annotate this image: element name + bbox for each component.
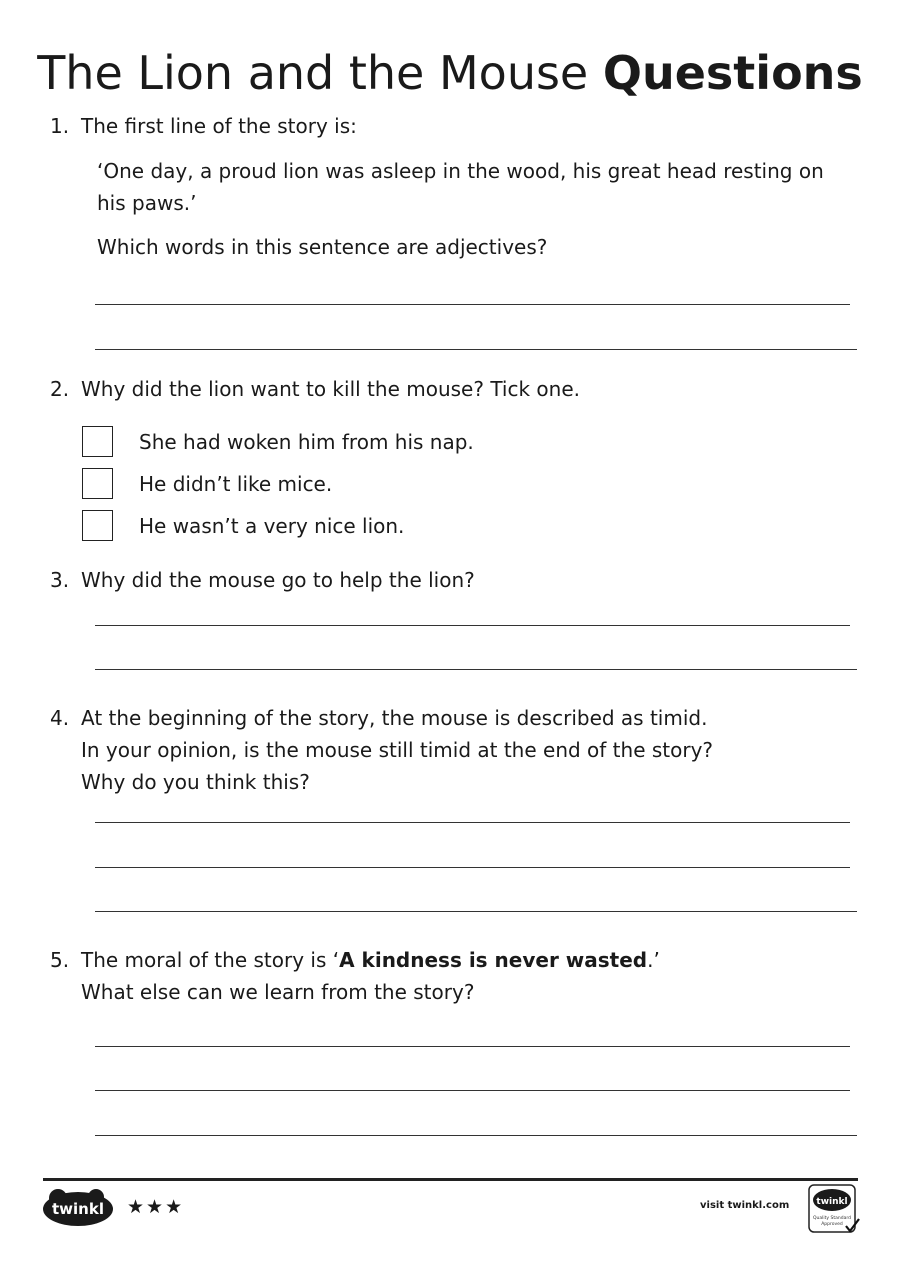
- tick-box[interactable]: [82, 468, 113, 499]
- tick-box[interactable]: [82, 510, 113, 541]
- answer-line[interactable]: [95, 625, 850, 626]
- question-text: Why did the mouse go to help the lion?: [81, 568, 475, 592]
- answer-line[interactable]: [95, 1046, 850, 1047]
- rating-stars-icon: ★★★: [127, 1196, 185, 1218]
- question-text-line: In your opinion, is the mouse still timid at the end of the story?: [81, 738, 714, 762]
- quality-badge-icon: [808, 1184, 860, 1234]
- badge-brand: twinkl: [816, 1197, 848, 1207]
- answer-line[interactable]: [95, 349, 857, 350]
- question-4: [50, 702, 860, 798]
- answer-line[interactable]: [95, 1135, 857, 1136]
- moral-text: A kindness is never wasted: [339, 948, 648, 972]
- question-text: The first line of the story is:: [81, 114, 357, 138]
- question-1: [50, 110, 860, 142]
- question-number: 3.: [50, 568, 70, 592]
- option-label: She had woken him from his nap.: [139, 430, 474, 454]
- answer-line[interactable]: [95, 822, 850, 823]
- question-number: 1.: [50, 114, 70, 138]
- answer-line[interactable]: [95, 867, 850, 868]
- question-text-line: Why do you think this?: [81, 770, 310, 794]
- answer-line[interactable]: [95, 304, 850, 305]
- tick-box[interactable]: [82, 426, 113, 457]
- question-3: [50, 564, 860, 596]
- question-5: [50, 944, 860, 1008]
- question-number: 4.: [50, 706, 70, 730]
- question-text-line: At the beginning of the story, the mouse is described as timid.: [81, 706, 708, 730]
- answer-line[interactable]: [95, 1090, 850, 1091]
- moral-prefix: The moral of the story is ‘: [81, 948, 340, 972]
- answer-line[interactable]: [95, 669, 857, 670]
- question-prompt: Which words in this sentence are adjectives?: [97, 235, 548, 259]
- footer-divider: [43, 1178, 858, 1181]
- question-text: Why did the lion want to kill the mouse? Tick one.: [81, 377, 580, 401]
- logo-text: twinkl: [52, 1200, 104, 1218]
- answer-line[interactable]: [95, 911, 857, 912]
- badge-line-2: Approved: [821, 1222, 843, 1227]
- option-label: He wasn’t a very nice lion.: [139, 514, 405, 538]
- moral-suffix: .’: [647, 948, 660, 972]
- visit-link[interactable]: visit twinkl.com: [700, 1200, 790, 1211]
- twinkl-logo-icon: [42, 1188, 114, 1228]
- badge-line-1: Quality Standard: [813, 1216, 851, 1221]
- question-text-line: What else can we learn from the story?: [81, 980, 475, 1004]
- option-label: He didn’t like mice.: [139, 472, 333, 496]
- title-bold: Questions: [602, 46, 863, 100]
- question-text-line: [81, 944, 860, 976]
- title-main: The Lion and the Mouse: [37, 46, 589, 100]
- question-2: [50, 373, 860, 405]
- question-number: 5.: [50, 948, 70, 972]
- page-title: [0, 44, 900, 102]
- story-quote: ‘One day, a proud lion was asleep in the wood, his great head resting on his paws.’: [97, 159, 824, 215]
- question-number: 2.: [50, 377, 70, 401]
